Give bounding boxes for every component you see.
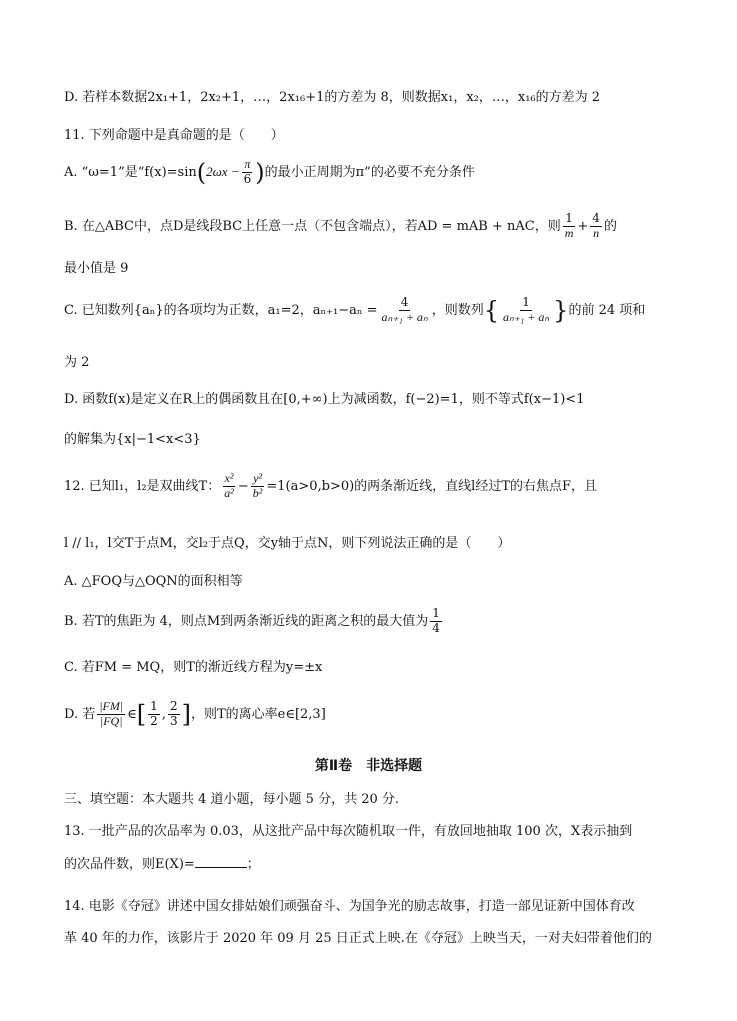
q12-option-b: [64, 607, 444, 636]
q12d-text-mid: ∈: [127, 706, 137, 722]
fraction-den: 4: [432, 620, 440, 635]
one-over-sum-fraction: [501, 296, 551, 325]
fraction-num: 1: [150, 699, 158, 713]
fraction-den: |FQ|: [99, 713, 123, 728]
q11-option-c-continued: 为 2: [64, 355, 90, 370]
left-bracket: [: [136, 700, 147, 729]
q11a-text-post: 的最小正周期为π”的必要不充分条件: [264, 164, 475, 180]
q12b-text-pre: B. 若T的焦距为 4，则点M到两条渐近线的距离之积的最大值为: [64, 613, 429, 629]
fraction-num: y²: [253, 471, 262, 485]
q12d-text-pre: D. 若: [64, 706, 96, 722]
fraction-den: a²: [224, 485, 234, 500]
fill-in-header: 三、填空题：本大题共 4 道小题，每小题 5 分，共 20 分.: [64, 792, 400, 807]
q14-stem-continued: 革 40 年的力作，该影片于 2020 年 09 月 25 日正式上映.在《夺冠》上映当天，一对夫妇带着他们的: [64, 931, 652, 946]
fraction-den: m: [564, 225, 574, 240]
fraction-num: 2: [169, 699, 178, 713]
q13-stem: 13. 一批产品的次品率为 0.03，从这批产品中每次随机取一件，有放回地抽取 100 次，X表示抽到: [64, 824, 633, 839]
q11-option-c: [64, 296, 645, 325]
fm-over-fq-fraction: [97, 700, 125, 729]
q11-option-a: [64, 158, 475, 187]
fraction-num: 1: [432, 606, 440, 620]
four-over-sum-fraction: [380, 296, 430, 325]
q13-text-post: ；: [246, 857, 260, 872]
q11-option-b-continued: 最小值是 9: [64, 261, 129, 276]
right-brace: }: [553, 296, 569, 325]
q11a-inner: 2ωx −: [206, 163, 240, 179]
q11c-text-post: 的前 24 项和: [568, 302, 646, 318]
quarter-fraction: [430, 607, 442, 636]
left-paren: (: [196, 158, 207, 187]
q11-option-d-continued: 的解集为{x|−1<x<3}: [64, 432, 201, 447]
q13-text-pre: 的次品件数，则E(X)=: [64, 857, 195, 872]
fraction-num: 4: [592, 211, 600, 225]
q13-stem-continued: [64, 853, 260, 872]
fraction-den: 3: [169, 713, 178, 728]
q11b-text-post: 的: [603, 218, 617, 234]
one-over-m-fraction: [563, 212, 576, 241]
fraction-num: π: [244, 157, 251, 171]
x2-over-a2-fraction: [222, 472, 236, 501]
fraction-num: |FM|: [99, 699, 124, 713]
q14-stem: 14. 电影《夺冠》讲述中国女排姑娘们顽强奋斗、为国争光的励志故事，打造一部见证新中国体育改: [64, 899, 635, 914]
fraction-den: aₙ₊₁ + aₙ: [503, 309, 550, 324]
q10-option-d: D. 若样本数据2x₁+1，2x₂+1，…，2x₁₆+1的方差为 8，则数据x₁，x₂，…，x₁₆的方差为 2: [64, 90, 601, 105]
q12-text-post: =1(a>0,b>0)的两条渐近线，直线l经过T的右焦点F，且: [266, 478, 598, 494]
fraction-den: 2: [150, 713, 158, 728]
q12-option-d: D. 若 $\frac{|FM|}{|FQ|}$ ∈[ $\frac{1}{2}$ , $\frac{2}{3}$ ]，则T的离心率e∈[2,3]: [64, 699, 326, 729]
four-over-n-fraction: [590, 212, 602, 241]
q11c-text-pre: C. 已知数列{aₙ}的各项均为正数，a₁=2，aₙ₊₁−aₙ =: [64, 302, 378, 318]
pi-over-6-fraction: [242, 158, 254, 187]
left-brace: {: [483, 296, 499, 325]
half-fraction: [148, 700, 160, 729]
fraction-den: aₙ₊₁ + aₙ: [381, 309, 428, 324]
q11b-text-pre: B. 在△ABC中，点D是线段BC上任意一点（不包含端点），若AD = mAB + nAC，则: [64, 218, 561, 234]
q11-option-d: D. 函数f(x)是定义在R上的偶函数且在[0,+∞)上为减函数，f(−2)=1，则不等式f(x−1)<1: [64, 392, 585, 407]
q12-option-c: C. 若FM = MQ，则T的渐近线方程为y=±x: [64, 660, 323, 675]
q11c-text-mid: ，则数列: [431, 302, 484, 318]
fraction-num: x²: [224, 471, 234, 485]
right-paren: ): [255, 158, 265, 187]
y2-over-b2-fraction: [251, 472, 265, 501]
q11-option-b: B. 在△ABC中，点D是线段BC上任意一点（不包含端点），若AD = mAB + nAC，则 $\frac{1}{m}$ + $\frac{4}{n}$ 的: [64, 211, 617, 240]
fraction-num: 1: [522, 295, 530, 309]
fraction-num: 1: [565, 211, 573, 225]
q12d-text-post: ，则T的离心率e∈[2,3]: [190, 706, 326, 722]
two-thirds-fraction: [168, 700, 180, 729]
q12-text-pre: 12. 已知l₁，l₂是双曲线T：: [64, 478, 221, 494]
answer-blank: [195, 855, 247, 868]
q12-option-a: A. △FOQ与△OQN的面积相等: [64, 574, 243, 589]
q12-stem-continued: l // l₁，l交T于点M，交l₂于点Q，交y轴于点N，则下列说法正确的是（ ）: [64, 536, 511, 551]
q11-stem: 11. 下列命题中是真命题的是（ ）: [64, 128, 284, 143]
q11a-text-pre: A. “ω=1”是“f(x)=sin: [64, 164, 197, 180]
fraction-den: 6: [243, 171, 252, 186]
section-title: 第Ⅱ卷 非选择题: [314, 758, 423, 774]
right-bracket: ]: [181, 700, 191, 729]
q12-stem: 12. 已知l₁，l₂是双曲线T： $\frac{\text{x²}}{\text{a²}}$ − $\frac{\text{y²}}{\text{b²}}$ =1(a>0,b>0)的两条渐近线，直线l经过T的右焦点F，且: [64, 471, 598, 500]
fraction-num: 4: [400, 295, 409, 309]
fraction-den: b²: [252, 485, 263, 500]
fraction-den: n: [593, 225, 600, 240]
